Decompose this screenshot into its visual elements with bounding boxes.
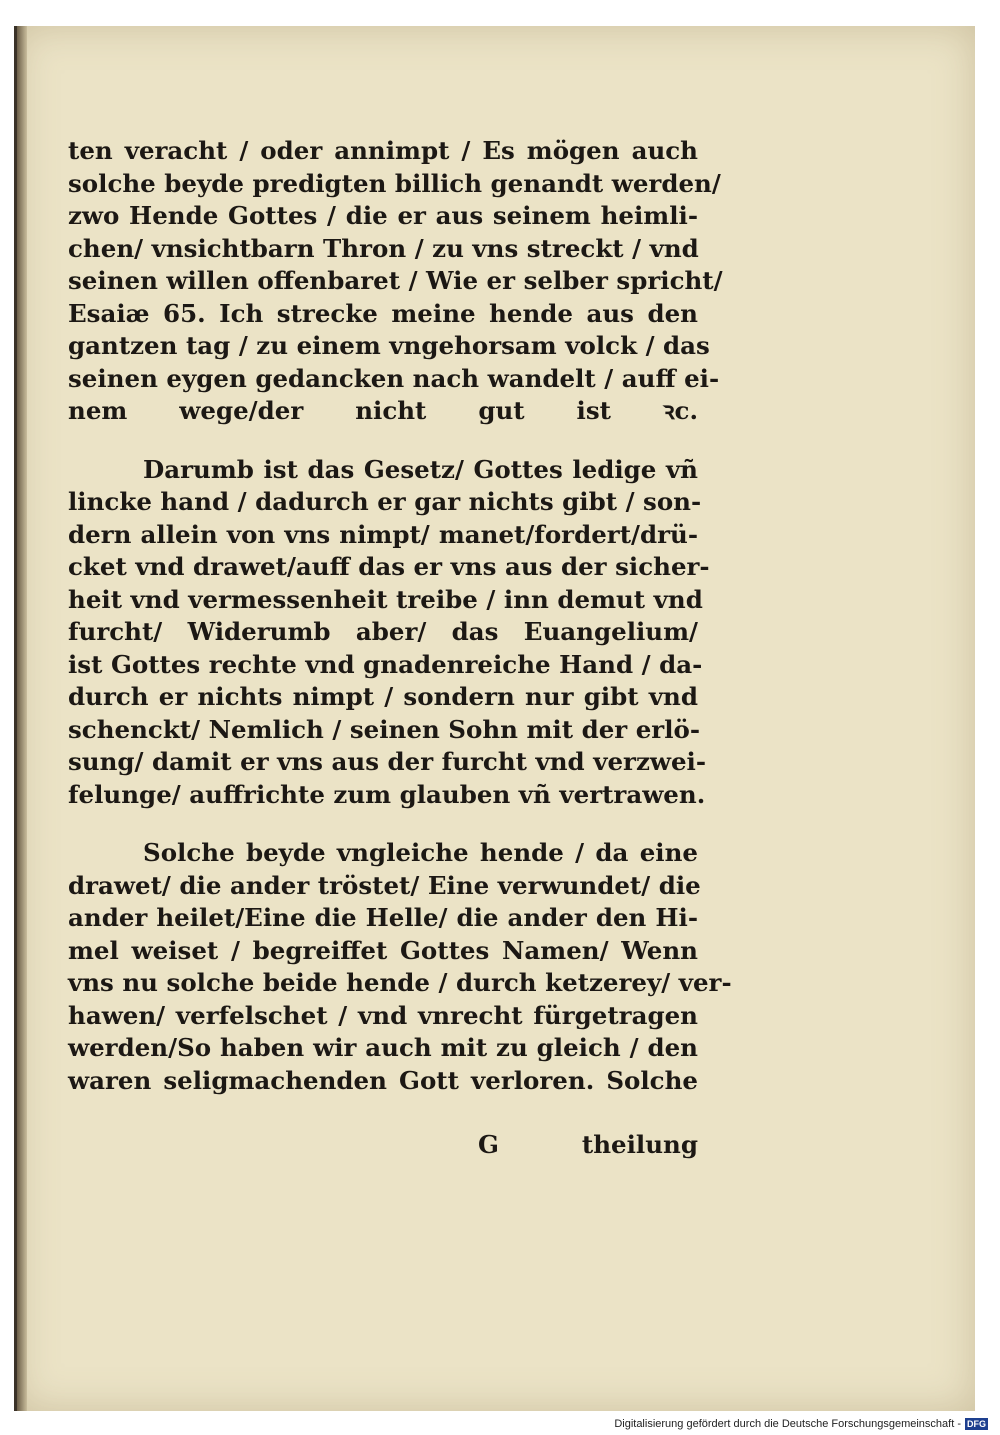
text-line: ander heilet/Eine die Helle/ die ander den Hi- [68,903,698,932]
text-line: nem wege/der nicht gut ist ꝛc. [68,396,698,425]
catchword: theilung [581,1130,698,1159]
paragraph [68,454,710,812]
text-line: solche beyde predigten billich genandt werden/ [68,168,721,198]
dfg-logo: DFG [967,1419,986,1429]
text-line: hawen/ verfelschet / vnd vnrecht fürgetragen [68,1000,698,1030]
text-line: mel weiset / begreiffet Gottes Namen/ Wenn [68,935,698,965]
text-line: ten veracht / oder annimpt / Es mögen auch [68,136,698,165]
text-line: dern allein von vns nimpt/ manet/fordert/drü- [68,519,698,549]
text-line: chen/ vnsichtbarn Thron / zu vns streckt / vnd [68,233,699,263]
text-line: vns nu solche beide hende / durch ketzerey/ ver- [68,968,732,997]
text-line: felunge/ auffrichte zum glauben vñ vertrawen. [68,779,706,809]
digitization-footer [614,1416,988,1432]
text-line: heit vnd vermessenheit treibe / inn demut vnd [68,584,703,614]
text-line: werden/So haben wir auch mit zu gleich / den [68,1033,698,1062]
text-line: Darumb ist das Gesetz/ Gottes ledige vñ [143,454,698,484]
catchword-line [68,1130,698,1164]
text-line: seinen willen offenbaret / Wie er selber spricht/ [68,266,723,295]
footer-credit: Digitalisierung gefördert durch die Deutsche Forschungsgemeinschaft - [614,1418,961,1430]
text-line: drawet/ die ander tröstet/ Eine verwundet/ die [68,870,701,900]
text-line: seinen eygen gedancken nach wandelt / auff ei- [68,363,720,393]
text-line: Esaiæ 65. Ich strecke meine hende aus den [68,298,698,328]
text-line: cket vnd drawet/auff das er vns aus der sicher- [68,552,710,581]
text-line: ist Gottes rechte vnd gnadenreiche Hand / da- [68,649,703,679]
body-text [68,135,732,1097]
text-line: zwo Hende Gottes / die er aus seinem heimli- [68,201,698,230]
text-line: Solche beyde vngleiche hende / da eine [143,838,698,867]
signature-mark: G [478,1130,499,1159]
paragraph [68,135,723,428]
text-line: gantzen tag / zu einem vngehorsam volck / das [68,331,710,360]
text-line: durch er nichts nimpt / sondern nur gibt vnd [68,682,698,711]
text-line: sung/ damit er vns aus der furcht vnd verzwei- [68,747,707,776]
text-line: lincke hand / dadurch er gar nichts gibt / son- [68,487,702,516]
page-binding-edge [17,26,27,1411]
text-line: schenckt/ Nemlich / seinen Sohn mit der erlö- [68,714,701,744]
text-line: waren seligmachenden Gott verloren. Solche [68,1065,698,1095]
text-line: furcht/ Widerumb aber/ das Euangelium/ [68,617,698,646]
paragraph [68,837,732,1097]
